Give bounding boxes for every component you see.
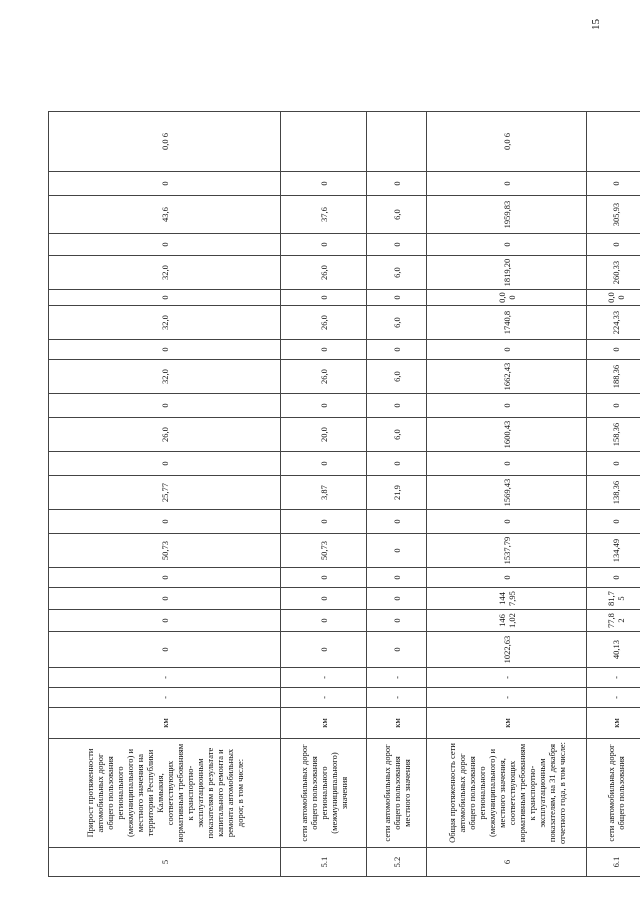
indicator-name: сети автомобильных дорог общего пользования местного значения <box>367 739 427 848</box>
value-cell: - <box>587 688 640 708</box>
unit-cell: км <box>427 708 587 739</box>
value-cell: 224,33 <box>587 306 640 340</box>
value-cell: 188,36 <box>587 360 640 394</box>
value-cell: 0 <box>49 340 281 360</box>
value-cell: 0 <box>281 234 367 256</box>
value-cell: 0 <box>427 452 587 476</box>
value-cell: 0 <box>367 534 427 568</box>
value-cell: 1461,02 <box>427 610 587 632</box>
value-cell: 0 <box>367 588 427 610</box>
value-cell: - <box>49 688 281 708</box>
value-cell: 0 <box>427 568 587 588</box>
value-cell: 25,77 <box>49 476 281 510</box>
value-cell: 0 <box>49 632 281 668</box>
value-cell: 0 <box>367 452 427 476</box>
value-cell: 0 <box>587 172 640 196</box>
table-row <box>49 112 281 877</box>
value-cell: 0,00 <box>587 290 640 306</box>
value-cell: 0 <box>49 452 281 476</box>
value-cell: - <box>427 668 587 688</box>
value-cell: 0 <box>367 568 427 588</box>
value-cell: 0 <box>367 632 427 668</box>
value-cell: 0 <box>281 568 367 588</box>
value-cell: 0 <box>281 588 367 610</box>
value-cell: 0 <box>427 172 587 196</box>
value-cell: 0 <box>281 510 367 534</box>
value-cell: 6,0 <box>367 196 427 234</box>
value-cell: - <box>427 688 587 708</box>
value-cell: 0 <box>49 172 281 196</box>
value-cell: 1569,43 <box>427 476 587 510</box>
value-cell: 20,0 <box>281 418 367 452</box>
value-cell: 37,6 <box>281 196 367 234</box>
value-cell: 0 <box>281 452 367 476</box>
value-cell: 1447,95 <box>427 588 587 610</box>
value-cell: 0 <box>281 340 367 360</box>
row-number: 6.1 <box>587 848 640 877</box>
value-cell: 0 <box>587 340 640 360</box>
unit-cell: км <box>49 708 281 739</box>
value-cell: 0 <box>49 568 281 588</box>
value-cell: 0 <box>427 234 587 256</box>
value-cell: 0 <box>587 394 640 418</box>
row-number: 6 <box>427 848 587 877</box>
value-cell: 1600,43 <box>427 418 587 452</box>
value-cell: 26,0 <box>281 360 367 394</box>
value-cell: 0 <box>281 172 367 196</box>
value-cell: 1022,63 <box>427 632 587 668</box>
value-cell: 0 <box>367 394 427 418</box>
unit-cell: км <box>367 708 427 739</box>
tail-cell: 0,0 6 <box>427 112 587 172</box>
value-cell: 1662,43 <box>427 360 587 394</box>
value-cell: 0 <box>587 452 640 476</box>
value-cell: 32,0 <box>49 306 281 340</box>
value-cell: 1537,79 <box>427 534 587 568</box>
value-cell: 1740,8 <box>427 306 587 340</box>
table-row <box>427 112 587 877</box>
value-cell: 50,73 <box>49 534 281 568</box>
indicator-name: сети автомобильных дорог общего пользования <box>587 739 640 848</box>
page-number: 15 <box>590 19 602 30</box>
value-cell: 81,75 <box>587 588 640 610</box>
value-cell: 0 <box>427 340 587 360</box>
tail-cell <box>281 112 367 172</box>
value-cell: 0 <box>367 172 427 196</box>
value-cell: 26,0 <box>49 418 281 452</box>
value-cell: 0 <box>49 394 281 418</box>
value-cell: 0 <box>281 394 367 418</box>
value-cell: 0 <box>49 510 281 534</box>
tail-cell <box>587 112 640 172</box>
value-cell: - <box>281 668 367 688</box>
value-cell: 3,87 <box>281 476 367 510</box>
value-cell: - <box>587 668 640 688</box>
value-cell: 0 <box>587 234 640 256</box>
value-cell: 260,33 <box>587 256 640 290</box>
value-cell: 0 <box>367 610 427 632</box>
indicator-table <box>48 111 640 877</box>
value-cell: 0 <box>427 394 587 418</box>
value-cell: 0 <box>367 234 427 256</box>
table-row <box>587 112 640 877</box>
value-cell: 6,0 <box>367 360 427 394</box>
table-row <box>367 112 427 877</box>
value-cell: 0 <box>281 632 367 668</box>
tail-cell <box>367 112 427 172</box>
value-cell: 0,00 <box>427 290 587 306</box>
value-cell: 6,0 <box>367 306 427 340</box>
value-cell: - <box>367 668 427 688</box>
row-number: 5.1 <box>281 848 367 877</box>
value-cell: 77,82 <box>587 610 640 632</box>
value-cell: 0 <box>427 510 587 534</box>
value-cell: 6,0 <box>367 418 427 452</box>
value-cell: 50,73 <box>281 534 367 568</box>
value-cell: - <box>49 668 281 688</box>
value-cell: 0 <box>49 610 281 632</box>
value-cell: 0 <box>587 510 640 534</box>
value-cell: 32,0 <box>49 256 281 290</box>
value-cell: 6,0 <box>367 256 427 290</box>
value-cell: 0 <box>49 588 281 610</box>
unit-cell: км <box>587 708 640 739</box>
row-number: 5 <box>49 848 281 877</box>
unit-cell: км <box>281 708 367 739</box>
value-cell: 158,36 <box>587 418 640 452</box>
table-row <box>281 112 367 877</box>
value-cell: - <box>281 688 367 708</box>
value-cell: 43,6 <box>49 196 281 234</box>
indicator-name: сети автомобильных дорог общего пользования регионального (межмуниципального) значения <box>281 739 367 848</box>
value-cell: 32,0 <box>49 360 281 394</box>
value-cell: 21,9 <box>367 476 427 510</box>
value-cell: 0 <box>367 340 427 360</box>
value-cell: 0 <box>367 290 427 306</box>
value-cell: 1959,83 <box>427 196 587 234</box>
value-cell: 0 <box>587 568 640 588</box>
value-cell: 1819,20 <box>427 256 587 290</box>
indicator-name: Прирост протяженности автомобильных дорог общего пользования регионального (межмуниципального) и местного значения на территории Республики Калмыкия, соответствующих нормативным требованиям к транспортно-эксплуатационным показателям в результате капитального ремонта и ремонта автомобильных дорог, в том числе: <box>49 739 281 848</box>
value-cell: 40,13 <box>587 632 640 668</box>
value-cell: 134,49 <box>587 534 640 568</box>
value-cell: 305,93 <box>587 196 640 234</box>
value-cell: 26,0 <box>281 306 367 340</box>
value-cell: - <box>367 688 427 708</box>
value-cell: 138,36 <box>587 476 640 510</box>
value-cell: 0 <box>367 510 427 534</box>
value-cell: 26,0 <box>281 256 367 290</box>
value-cell: 0 <box>281 610 367 632</box>
value-cell: 0 <box>49 290 281 306</box>
tail-cell: 0,0 6 <box>49 112 281 172</box>
indicator-name: Общая протяженность сети автомобильных дорог общего пользования регионального (межмуниципального) и местного значения, соответствующих нормативным требованиям к транспортно-эксплуатационным показателям, на 31 декабря отчетного года, в том числе: <box>427 739 587 848</box>
value-cell: 0 <box>281 290 367 306</box>
row-number: 5.2 <box>367 848 427 877</box>
value-cell: 0 <box>49 234 281 256</box>
